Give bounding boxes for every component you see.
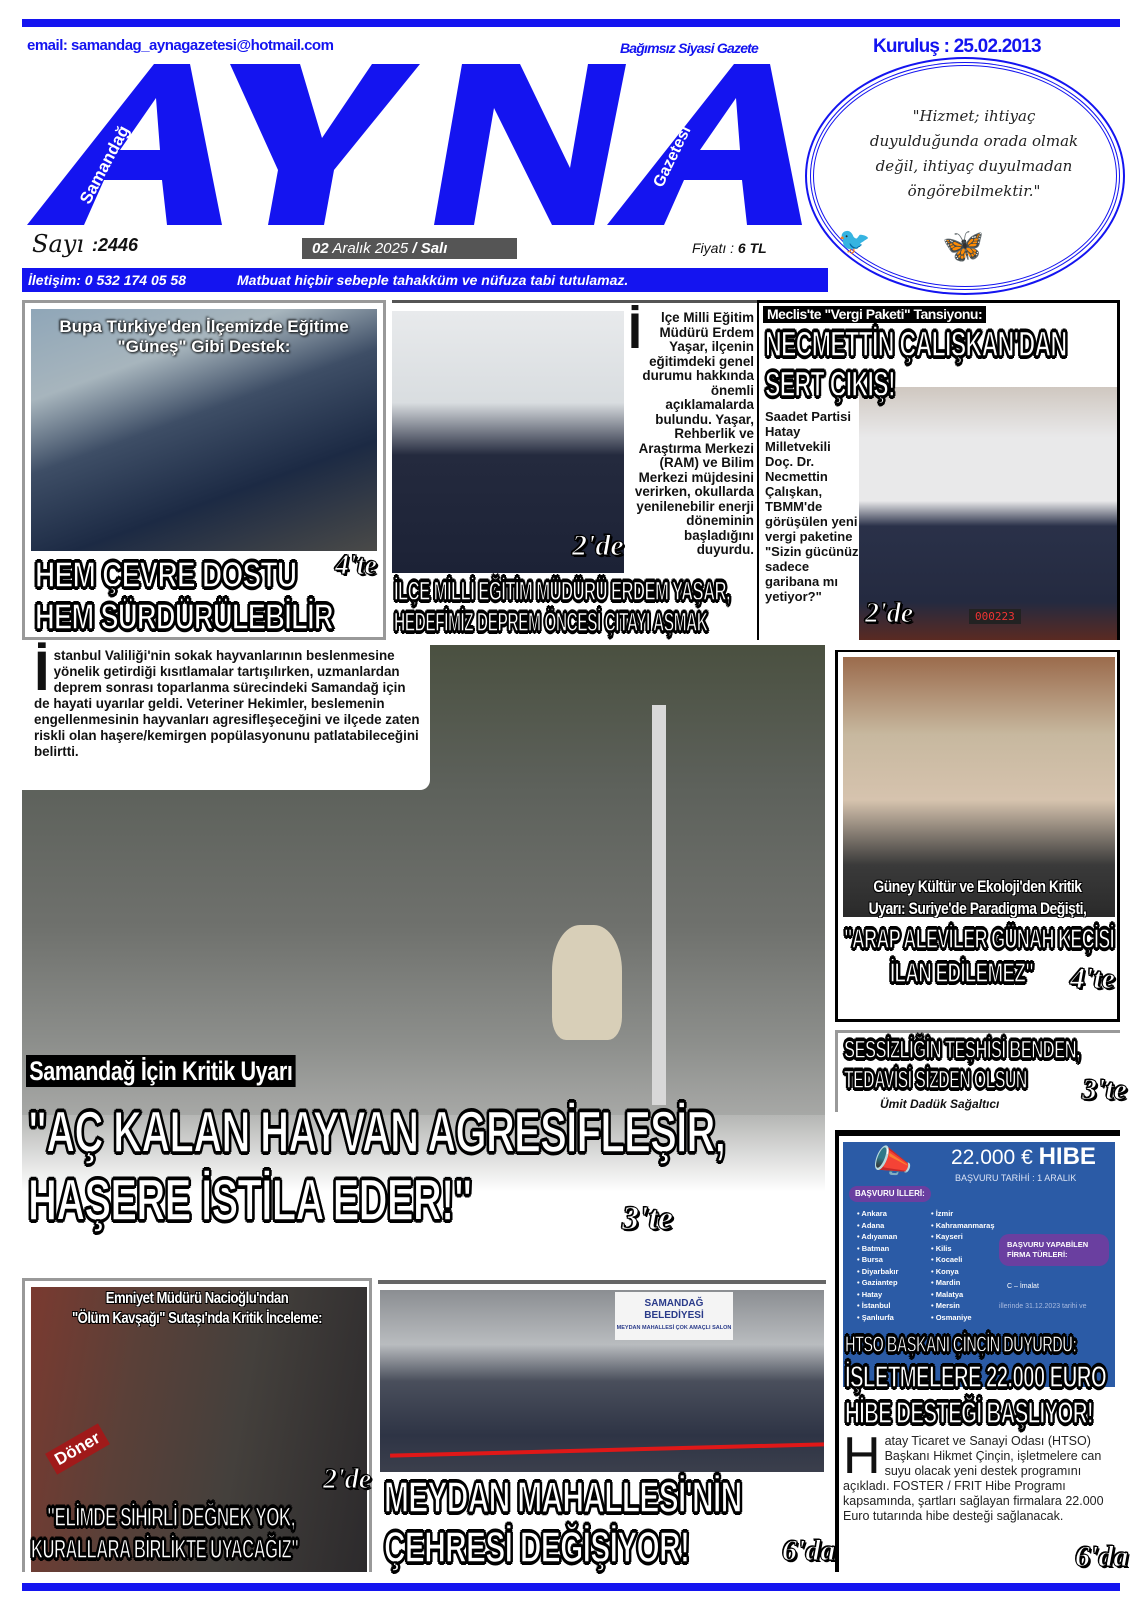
province-item: • Şanlıurfa	[857, 1312, 894, 1322]
province-item: • Adıyaman	[857, 1232, 898, 1241]
animals-body: İstanbul Valiliği'nin sokak hayvanlarının beslenmesine yönelik getirdiği kısıtlamalar tartışılırken, uzmanlardan deprem sonrası toparlanma sürecindeki Samandağ için de hayati uyarılar geldi. Veteriner Hekimler, beslemenin engellenmesinin hayvanları agresifleşeceğini ve ilçede zaten riskli olan haşere/kemirgen popülasyonunu patlatabileceğini belirtti.	[34, 639, 420, 759]
education-body: İ lçe Milli Eğitim Müdürü Erdem Yaşar, ilçenin eğitimdeki genel durumu hakkında önemli açıklamalarda bulundu. Yaşar, Rehberlik ve Araştırma Merkezi (RAM) ve Bilim Merkezi müjdesini verirken, okullarda yenilenebilir enerji döneminin başladığını duyurdu.	[628, 303, 754, 557]
tax-page-ref: 2'de	[865, 598, 914, 629]
province-list-2	[931, 1208, 995, 1323]
grant-body: Hatay Ticaret ve Sanayi Odası (HTSO) Başkanı Hikmet Çinçin, işletmelere can suyu olacak yeni destek programını açıkladı. FOSTER / FRIT Hibe Programı kapsamında, şartları sağlayan firmalara 22.000 Euro tutarında hibe desteği sağlanacak.	[843, 1427, 1104, 1523]
story-education[interactable]	[392, 300, 757, 640]
grant-kicker: HTSO BAŞKANI ÇİNÇİN DUYURDU:	[845, 1331, 1077, 1357]
megaphone-icon: 📣	[873, 1143, 913, 1179]
province-item: • İstanbul	[857, 1301, 891, 1310]
column-author: Ümit Dadük Sağaltıcı	[880, 1097, 1000, 1111]
bird-icon: 🐦	[838, 226, 871, 256]
province-item: • Ankara	[857, 1209, 887, 1218]
tax-kicker: Meclis'te "Vergi Paketi" Tansiyonu:	[763, 306, 986, 323]
poster-footer: illerinde 31.12.2023 tarihi ve	[999, 1303, 1087, 1310]
solar-headline-1: HEM ÇEVRE DOSTU	[35, 554, 297, 595]
top-rule	[22, 19, 1120, 27]
province-item: • Adana	[857, 1220, 885, 1230]
story-solar[interactable]	[22, 300, 386, 640]
culture-page-ref: 4'te	[1070, 962, 1115, 995]
animals-headline-2: HAŞERE İSTİLA EDER!"	[28, 1168, 472, 1233]
story-grant[interactable]	[835, 1130, 1129, 1573]
province-item: • Konya	[931, 1266, 959, 1276]
timer-display: 000223	[969, 609, 1021, 624]
animals-text-box	[22, 640, 430, 790]
story-column[interactable]	[835, 1030, 1127, 1112]
column-headline-2: TEDAVİSİ SİZDEN OLSUN	[844, 1066, 1027, 1094]
province-item: • İzmir	[931, 1209, 954, 1218]
poster-date: BAŞVURU TARİHİ : 1 ARALIK	[955, 1173, 1077, 1183]
red-ribbon	[390, 1442, 824, 1457]
founded-date: Kuruluş : 25.02.2013	[873, 36, 1041, 57]
column-headline-1: SESSİZLİĞİN TEŞHİSİ BENDEN,	[844, 1036, 1080, 1064]
province-item: • Mardin	[931, 1278, 961, 1287]
education-page-ref: 2'de	[572, 529, 624, 562]
meydan-headline-1: MEYDAN MAHALLESİ'NİN	[384, 1473, 742, 1522]
motto: Matbuat hiçbir sebeple tahakküm ve nüfuza tabi tutulamaz.	[237, 272, 629, 288]
logo-letter-y	[230, 64, 420, 225]
column-page-ref: 3'te	[1082, 1073, 1127, 1106]
province-item: • Kilis	[931, 1243, 952, 1253]
issue-label: Sayı	[32, 230, 84, 258]
province-item: • Osmaniye	[931, 1312, 972, 1322]
logo-left-text: Samandağ	[75, 122, 134, 208]
police-headline-1: "ELİMDE SİHİRLİ DEĞNEK YOK,	[47, 1502, 295, 1532]
ribbon-cutting-photo	[380, 1290, 824, 1472]
poster-firm: C – İmalat	[1007, 1283, 1039, 1290]
province-item: • Kayseri	[931, 1232, 963, 1241]
police-headline-2: KURALLARA BİRLİKTE UYACAĞIZ"	[31, 1534, 299, 1564]
province-list-1	[857, 1208, 898, 1323]
issue-number: :2446	[92, 235, 139, 255]
quote-text: "Hizmet; ihtiyaç duyulduğunda orada olmak değil, ihtiyaç duyulmadan öngörebilmektir."	[869, 107, 1079, 200]
building-sign: SAMANDAĞ BELEDİYESİ MEYDAN MAHALLESİ ÇOK AMAÇLI SALON	[615, 1292, 733, 1340]
story-meydan[interactable]	[378, 1280, 836, 1572]
tax-body: Saadet Partisi Hatay Milletvekili Doç. Dr. Necmettin Çalışkan, TBMM'de görüşülen yeni vergi paketine "Sizin gücünüz sadece garibana mı yetiyor?"	[765, 409, 859, 604]
story-police[interactable]	[22, 1278, 372, 1572]
animals-kicker: Samandağ İçin Kritik Uyarı	[26, 1055, 296, 1087]
province-item: • Kahramanmaraş	[931, 1220, 995, 1230]
contact-bar	[22, 268, 828, 292]
solar-page-ref: 4'te	[335, 550, 377, 581]
dog-shape	[552, 925, 622, 1040]
solar-kicker: Bupa Türkiye'den İlçemizde Eğitime "Güneş" Gibi Destek:	[59, 317, 349, 356]
grant-page-ref: 6'da	[1075, 1540, 1129, 1573]
province-item: • Kocaeli	[931, 1255, 963, 1264]
culture-kicker: Güney Kültür ve Ekoloji'den Kritik Uyarı: Suriye'de Paradigma Değişti,	[868, 877, 1087, 918]
story-culture[interactable]	[835, 650, 1120, 1022]
province-item: • Diyarbakır	[857, 1266, 899, 1276]
province-item: • Mersin	[931, 1301, 960, 1310]
poster-provinces-label: BAŞVURU İLLERİ:	[849, 1186, 931, 1202]
tax-headline-1: NECMETTİN ÇALIŞKAN'DAN	[765, 325, 1067, 364]
logo-right-text: Gazetesi	[650, 123, 695, 191]
quote-seal	[810, 62, 1120, 290]
solar-headline-2: HEM SÜRDÜRÜLEBİLİR	[35, 596, 333, 637]
province-item: • Hatay	[857, 1289, 883, 1299]
price: Fiyatı : 6 TL	[692, 240, 767, 256]
contact-phone: İletişim: 0 532 174 05 58	[28, 272, 186, 288]
logo-letter-a-2	[607, 64, 802, 225]
education-headline-2: HEDEFİMİZ DEPREM ÖNCESİ ÇITAYI AŞMAK	[394, 607, 708, 637]
province-item: • Gaziantep	[857, 1278, 898, 1287]
culture-headline-2: İLAN EDİLEMEZ"	[890, 957, 1034, 988]
logo-letter-n	[434, 64, 626, 225]
police-page-ref: 2'de	[323, 1464, 372, 1495]
slogan: Bağımsız Siyasi Gazete	[620, 40, 759, 56]
story-animals[interactable]	[22, 639, 825, 1243]
police-kicker: Emniyet Müdürü Nacioğlu'ndan "Ölüm Kavşağı" Sutaşı'nda Kritik İnceleme:	[71, 1290, 323, 1327]
culture-headline-1: "ARAP ALEVİLER GÜNAH KEÇİSİ	[844, 923, 1114, 954]
province-item: • Bursa	[857, 1255, 883, 1264]
shop-sign: Döner	[45, 1423, 110, 1474]
meydan-page-ref: 6'da	[782, 1534, 836, 1567]
date-box: 02 Aralık 2025 / Salı	[302, 238, 517, 259]
email: email: samandag_aynagazetesi@hotmail.com	[27, 37, 334, 54]
meydan-headline-2: ÇEHRESİ DEĞİŞİYOR!	[384, 1523, 690, 1572]
animals-page-ref: 3'te	[622, 1200, 673, 1237]
bus-stop-pole	[652, 705, 666, 1105]
poster-title: 22.000 € HIBE	[951, 1143, 1096, 1170]
tax-headline-2: SERT ÇIKIŞ!	[765, 365, 896, 404]
province-item: • Malatya	[931, 1289, 964, 1299]
animals-headline-1: "AÇ KALAN HAYVAN AGRESİFLEŞİR,	[28, 1100, 726, 1165]
story-tax[interactable]	[757, 300, 1120, 640]
poster-firms-label: BAŞVURU YAPABİLEN FİRMA TÜRLERİ:	[999, 1234, 1109, 1266]
province-item: • Batman	[857, 1243, 890, 1253]
butterfly-icon: 🦋	[942, 227, 985, 265]
bottom-rule	[22, 1583, 1120, 1591]
grant-headline-1: İŞLETMELERE 22.000 EURO	[845, 1359, 1107, 1394]
education-headline-1: İLÇE MİLLİ EĞİTİM MÜDÜRÜ ERDEM YAŞAR,	[394, 576, 731, 606]
grant-headline-2: HİBE DESTEĞİ BAŞLIYOR!	[845, 1395, 1094, 1430]
logo	[22, 60, 812, 228]
